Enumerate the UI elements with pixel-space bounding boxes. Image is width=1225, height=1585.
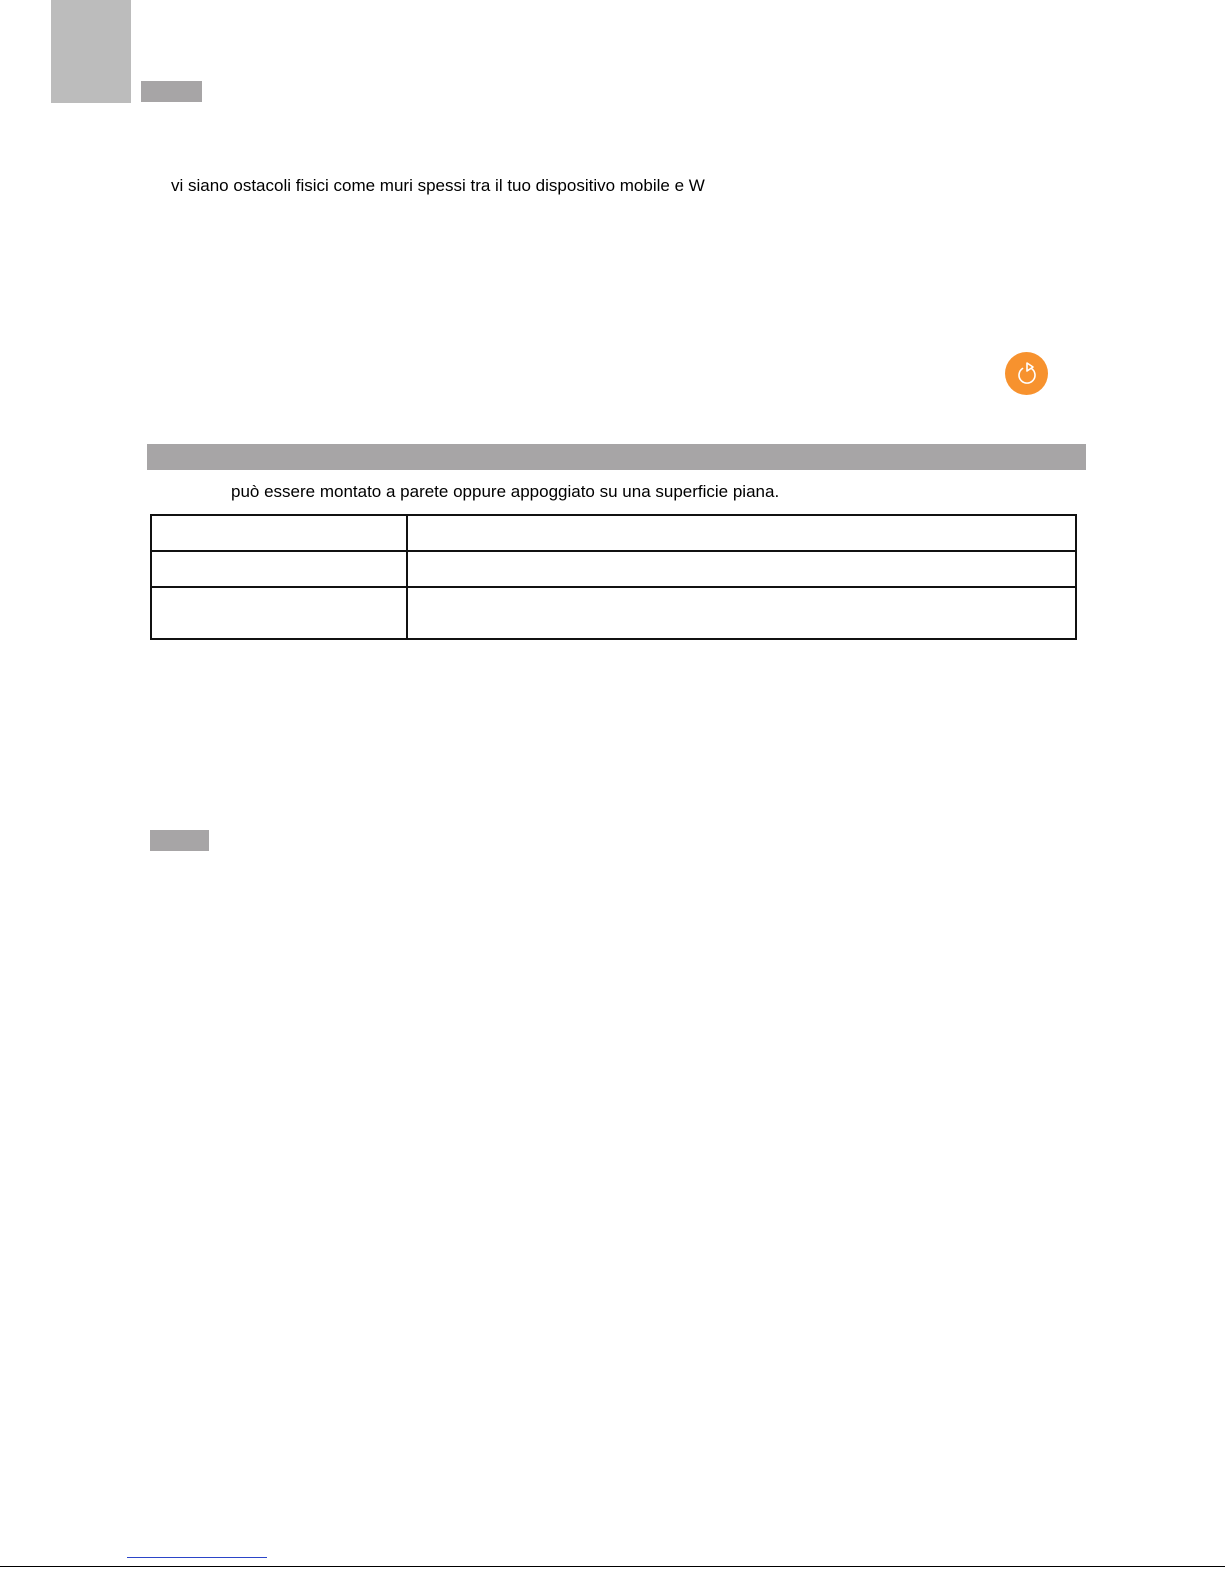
table-cell-label bbox=[151, 551, 407, 587]
table-row bbox=[151, 515, 1076, 551]
refresh-icon bbox=[1014, 361, 1040, 387]
section-tag-top bbox=[141, 81, 202, 102]
footer-divider bbox=[0, 1566, 1225, 1567]
table-cell-value bbox=[407, 515, 1076, 551]
corner-tab-block bbox=[51, 0, 131, 103]
section-header-bar bbox=[147, 444, 1086, 470]
table-row bbox=[151, 587, 1076, 639]
section-tag-bottom bbox=[150, 830, 209, 851]
table-cell-label bbox=[151, 515, 407, 551]
mounting-text-line: può essere montato a parete oppure appoggiato su una superficie piana. bbox=[231, 482, 780, 501]
table-cell-value bbox=[407, 551, 1076, 587]
spec-table bbox=[150, 514, 1077, 640]
refresh-button[interactable] bbox=[1005, 352, 1048, 395]
table-cell-value bbox=[407, 587, 1076, 639]
footer-link-underline[interactable] bbox=[127, 1557, 267, 1558]
table-row bbox=[151, 551, 1076, 587]
table-cell-label bbox=[151, 587, 407, 639]
warning-text-line: vi siano ostacoli fisici come muri spessi tra il tuo dispositivo mobile e W bbox=[171, 176, 705, 195]
